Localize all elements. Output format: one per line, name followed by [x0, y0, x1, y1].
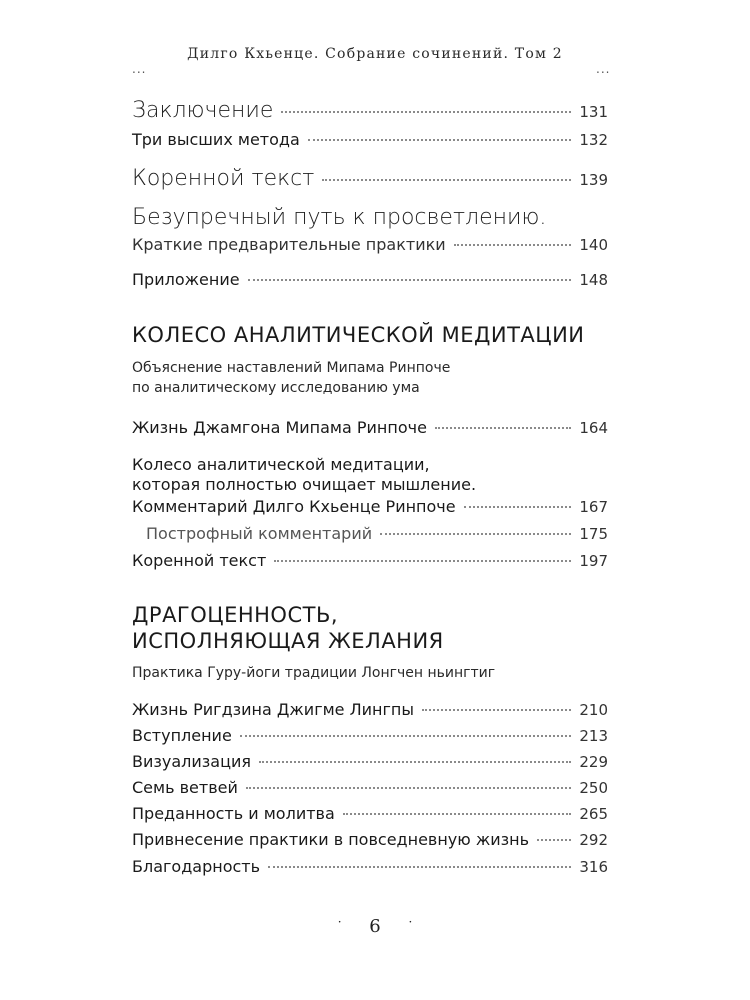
footer-dot-right: ·	[408, 915, 413, 929]
toc-entry-page: 131	[579, 103, 608, 121]
toc-entry-title: Комментарий Дилго Кхьенце Ринпоче	[132, 497, 456, 516]
toc-entry[interactable]	[132, 418, 608, 437]
toc-entry-title: Приложение	[132, 270, 240, 289]
section-subtitle: Практика Гуру-йоги традиции Лонгчен ньингтиг	[132, 665, 496, 681]
toc-entry[interactable]	[132, 551, 608, 570]
toc-entry[interactable]	[132, 752, 608, 771]
dot-leader	[380, 532, 571, 535]
dot-leader	[246, 786, 571, 789]
toc-entry[interactable]	[146, 524, 608, 543]
toc-entry-title: Заключение	[132, 98, 274, 123]
toc-entry-page: 139	[579, 171, 608, 189]
dot-leader	[268, 865, 571, 868]
toc-entry-page: 210	[579, 701, 608, 719]
dot-leader	[248, 278, 572, 281]
toc-entry-title: Краткие предварительные практики	[132, 235, 446, 254]
toc-entry[interactable]	[132, 270, 608, 289]
section-subtitle: Объяснение наставлений Мипама Ринпоче	[132, 360, 451, 376]
toc-entry-title: Коренной текст	[132, 551, 267, 570]
page-footer	[0, 916, 750, 937]
toc-entry-title: Преданность и молитва	[132, 804, 335, 823]
toc-entry-title: Коренной текст	[132, 166, 315, 191]
toc-entry-page: 132	[579, 131, 608, 149]
toc-entry-page: 164	[579, 419, 608, 437]
toc-entry-page: 250	[579, 779, 608, 797]
header-ornament-left: ...	[132, 62, 147, 76]
toc-entry[interactable]	[132, 130, 608, 149]
toc-entry-title: Семь ветвей	[132, 778, 238, 797]
toc-entry-title: Благодарность	[132, 857, 261, 876]
toc-entry[interactable]	[132, 166, 608, 191]
toc-entry-title: Три высших метода	[132, 130, 300, 149]
dot-leader	[537, 838, 571, 841]
toc-entry-page: 229	[579, 753, 608, 771]
dot-leader	[259, 760, 571, 763]
toc-entry-page: 167	[579, 498, 608, 516]
dot-leader	[454, 243, 572, 246]
dot-leader	[422, 708, 571, 711]
toc-entry-title: Построфный комментарий	[146, 524, 373, 543]
toc-entry[interactable]	[132, 700, 608, 719]
toc-entry[interactable]	[132, 235, 608, 254]
dot-leader	[322, 178, 571, 181]
dot-leader	[240, 734, 572, 737]
toc-entry-title-line[interactable]: Колесо аналитической медитации,	[132, 455, 430, 474]
toc-entry-title: Жизнь Ригдзина Джигме Лингпы	[132, 700, 414, 719]
section-subtitle: по аналитическому исследованию ума	[132, 380, 420, 396]
toc-entry-page: 140	[579, 236, 608, 254]
toc-entry-page: 213	[579, 727, 608, 745]
toc-entry[interactable]	[132, 857, 608, 876]
toc-entry-title: Жизнь Джамгона Мипама Ринпоче	[132, 418, 427, 437]
dot-leader	[343, 812, 572, 815]
running-header: Дилго Кхьенце. Собрание сочинений. Том 2	[187, 46, 563, 62]
dot-leader	[435, 426, 571, 429]
footer-dot-left: ·	[337, 915, 342, 929]
toc-entry-page: 316	[579, 858, 608, 876]
toc-entry-page: 148	[579, 271, 608, 289]
toc-entry-page: 292	[579, 831, 608, 849]
toc-entry-title: Привнесение практики в повседневную жизнь	[132, 830, 530, 849]
toc-entry[interactable]	[132, 804, 608, 823]
toc-entry-title: Вступление	[132, 726, 232, 745]
header-ornament-right: ...	[596, 62, 611, 76]
toc-entry[interactable]	[132, 726, 608, 745]
page-number: 6	[369, 916, 381, 937]
toc-entry-title-line[interactable]: которая полностью очищает мышление.	[132, 475, 477, 494]
toc-entry[interactable]	[132, 778, 608, 797]
dot-leader	[281, 110, 571, 113]
toc-entry[interactable]	[132, 830, 608, 849]
toc-entry-page: 265	[579, 805, 608, 823]
toc-entry[interactable]	[132, 497, 608, 516]
toc-entry[interactable]	[132, 98, 608, 123]
section-heading: КОЛЕСО АНАЛИТИЧЕСКОЙ МЕДИТАЦИИ	[132, 323, 585, 347]
toc-entry-title-line[interactable]: Безупречный путь к просветлению.	[132, 205, 547, 230]
toc-entry-title: Визуализация	[132, 752, 252, 771]
section-heading: ИСПОЛНЯЮЩАЯ ЖЕЛАНИЯ	[132, 629, 444, 653]
toc-entry-page: 197	[579, 552, 608, 570]
section-heading: ДРАГОЦЕННОСТЬ,	[132, 603, 339, 627]
dot-leader	[274, 559, 571, 562]
toc-entry-page: 175	[579, 525, 608, 543]
dot-leader	[464, 505, 572, 508]
dot-leader	[308, 138, 572, 141]
